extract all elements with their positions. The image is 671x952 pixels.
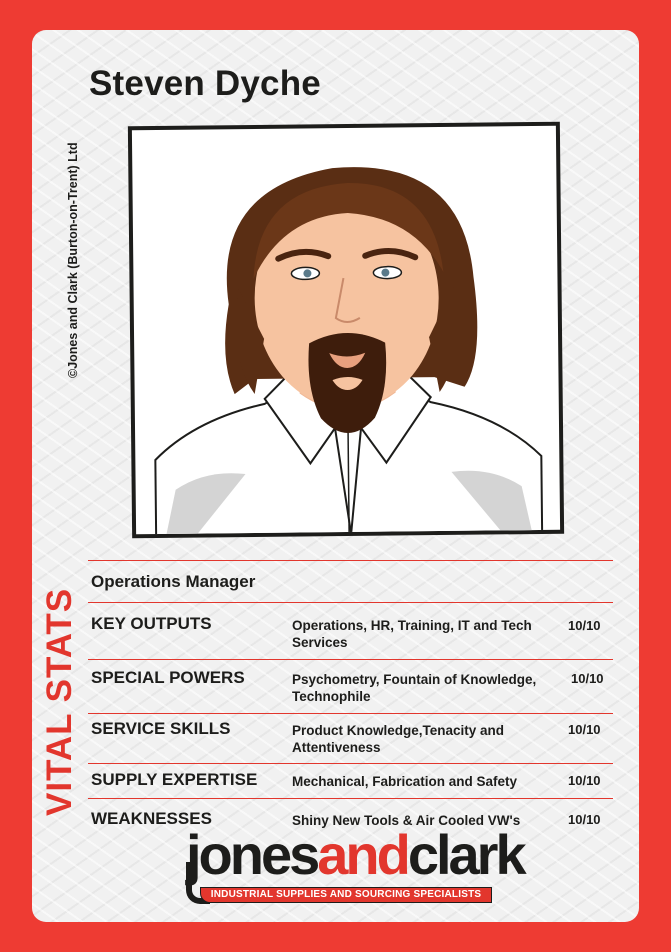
stat-value-weaknesses: Shiny New Tools & Air Cooled VW's <box>292 813 521 828</box>
divider <box>88 763 613 764</box>
stat-value-special-powers: Psychometry, Fountain of Knowledge, Technophile <box>292 672 537 704</box>
divider <box>88 713 613 714</box>
stat-value-supply-expertise: Mechanical, Fabrication and Safety <box>292 774 518 789</box>
portrait-image <box>132 126 562 536</box>
stat-value-service-skills: Product Knowledge,Tenacity and Attentiveness <box>292 723 505 755</box>
jones-and-clark-logo <box>180 823 524 908</box>
copyright-text: ©Jones and Clark (Burton-on-Trent) Ltd <box>66 142 80 378</box>
stat-score-supply-expertise: 10/10 <box>568 773 601 788</box>
stat-title-special-powers: SPECIAL POWERS <box>91 668 245 687</box>
divider <box>88 602 613 603</box>
vital-stats-label: VITAL STATS <box>40 587 79 816</box>
person-name: Steven Dyche <box>89 64 321 103</box>
logo-word-and: and <box>317 823 408 886</box>
stat-score-special-powers: 10/10 <box>571 671 604 686</box>
divider <box>88 798 613 799</box>
stat-score-key-outputs: 10/10 <box>568 618 601 633</box>
divider <box>88 659 613 660</box>
divider <box>88 560 613 561</box>
stat-score-service-skills: 10/10 <box>568 722 601 737</box>
logo-tagline: INDUSTRIAL SUPPLIES AND SOURCING SPECIALISTS <box>200 887 492 903</box>
trading-card <box>32 30 639 922</box>
stat-title-service-skills: SERVICE SKILLS <box>91 719 231 738</box>
stat-title-key-outputs: KEY OUTPUTS <box>91 614 212 633</box>
logo-wordmark <box>186 820 524 890</box>
logo-word-clark: clark <box>407 823 524 886</box>
logo-word-jones: jones <box>186 823 318 886</box>
stat-value-key-outputs: Operations, HR, Training, IT and Tech Services <box>292 618 532 650</box>
stat-title-weaknesses: WEAKNESSES <box>91 809 212 828</box>
portrait-illustration <box>128 122 564 539</box>
stat-score-weaknesses: 10/10 <box>568 812 601 827</box>
stat-title-supply-expertise: SUPPLY EXPERTISE <box>91 770 258 789</box>
job-title: Operations Manager <box>91 572 256 591</box>
